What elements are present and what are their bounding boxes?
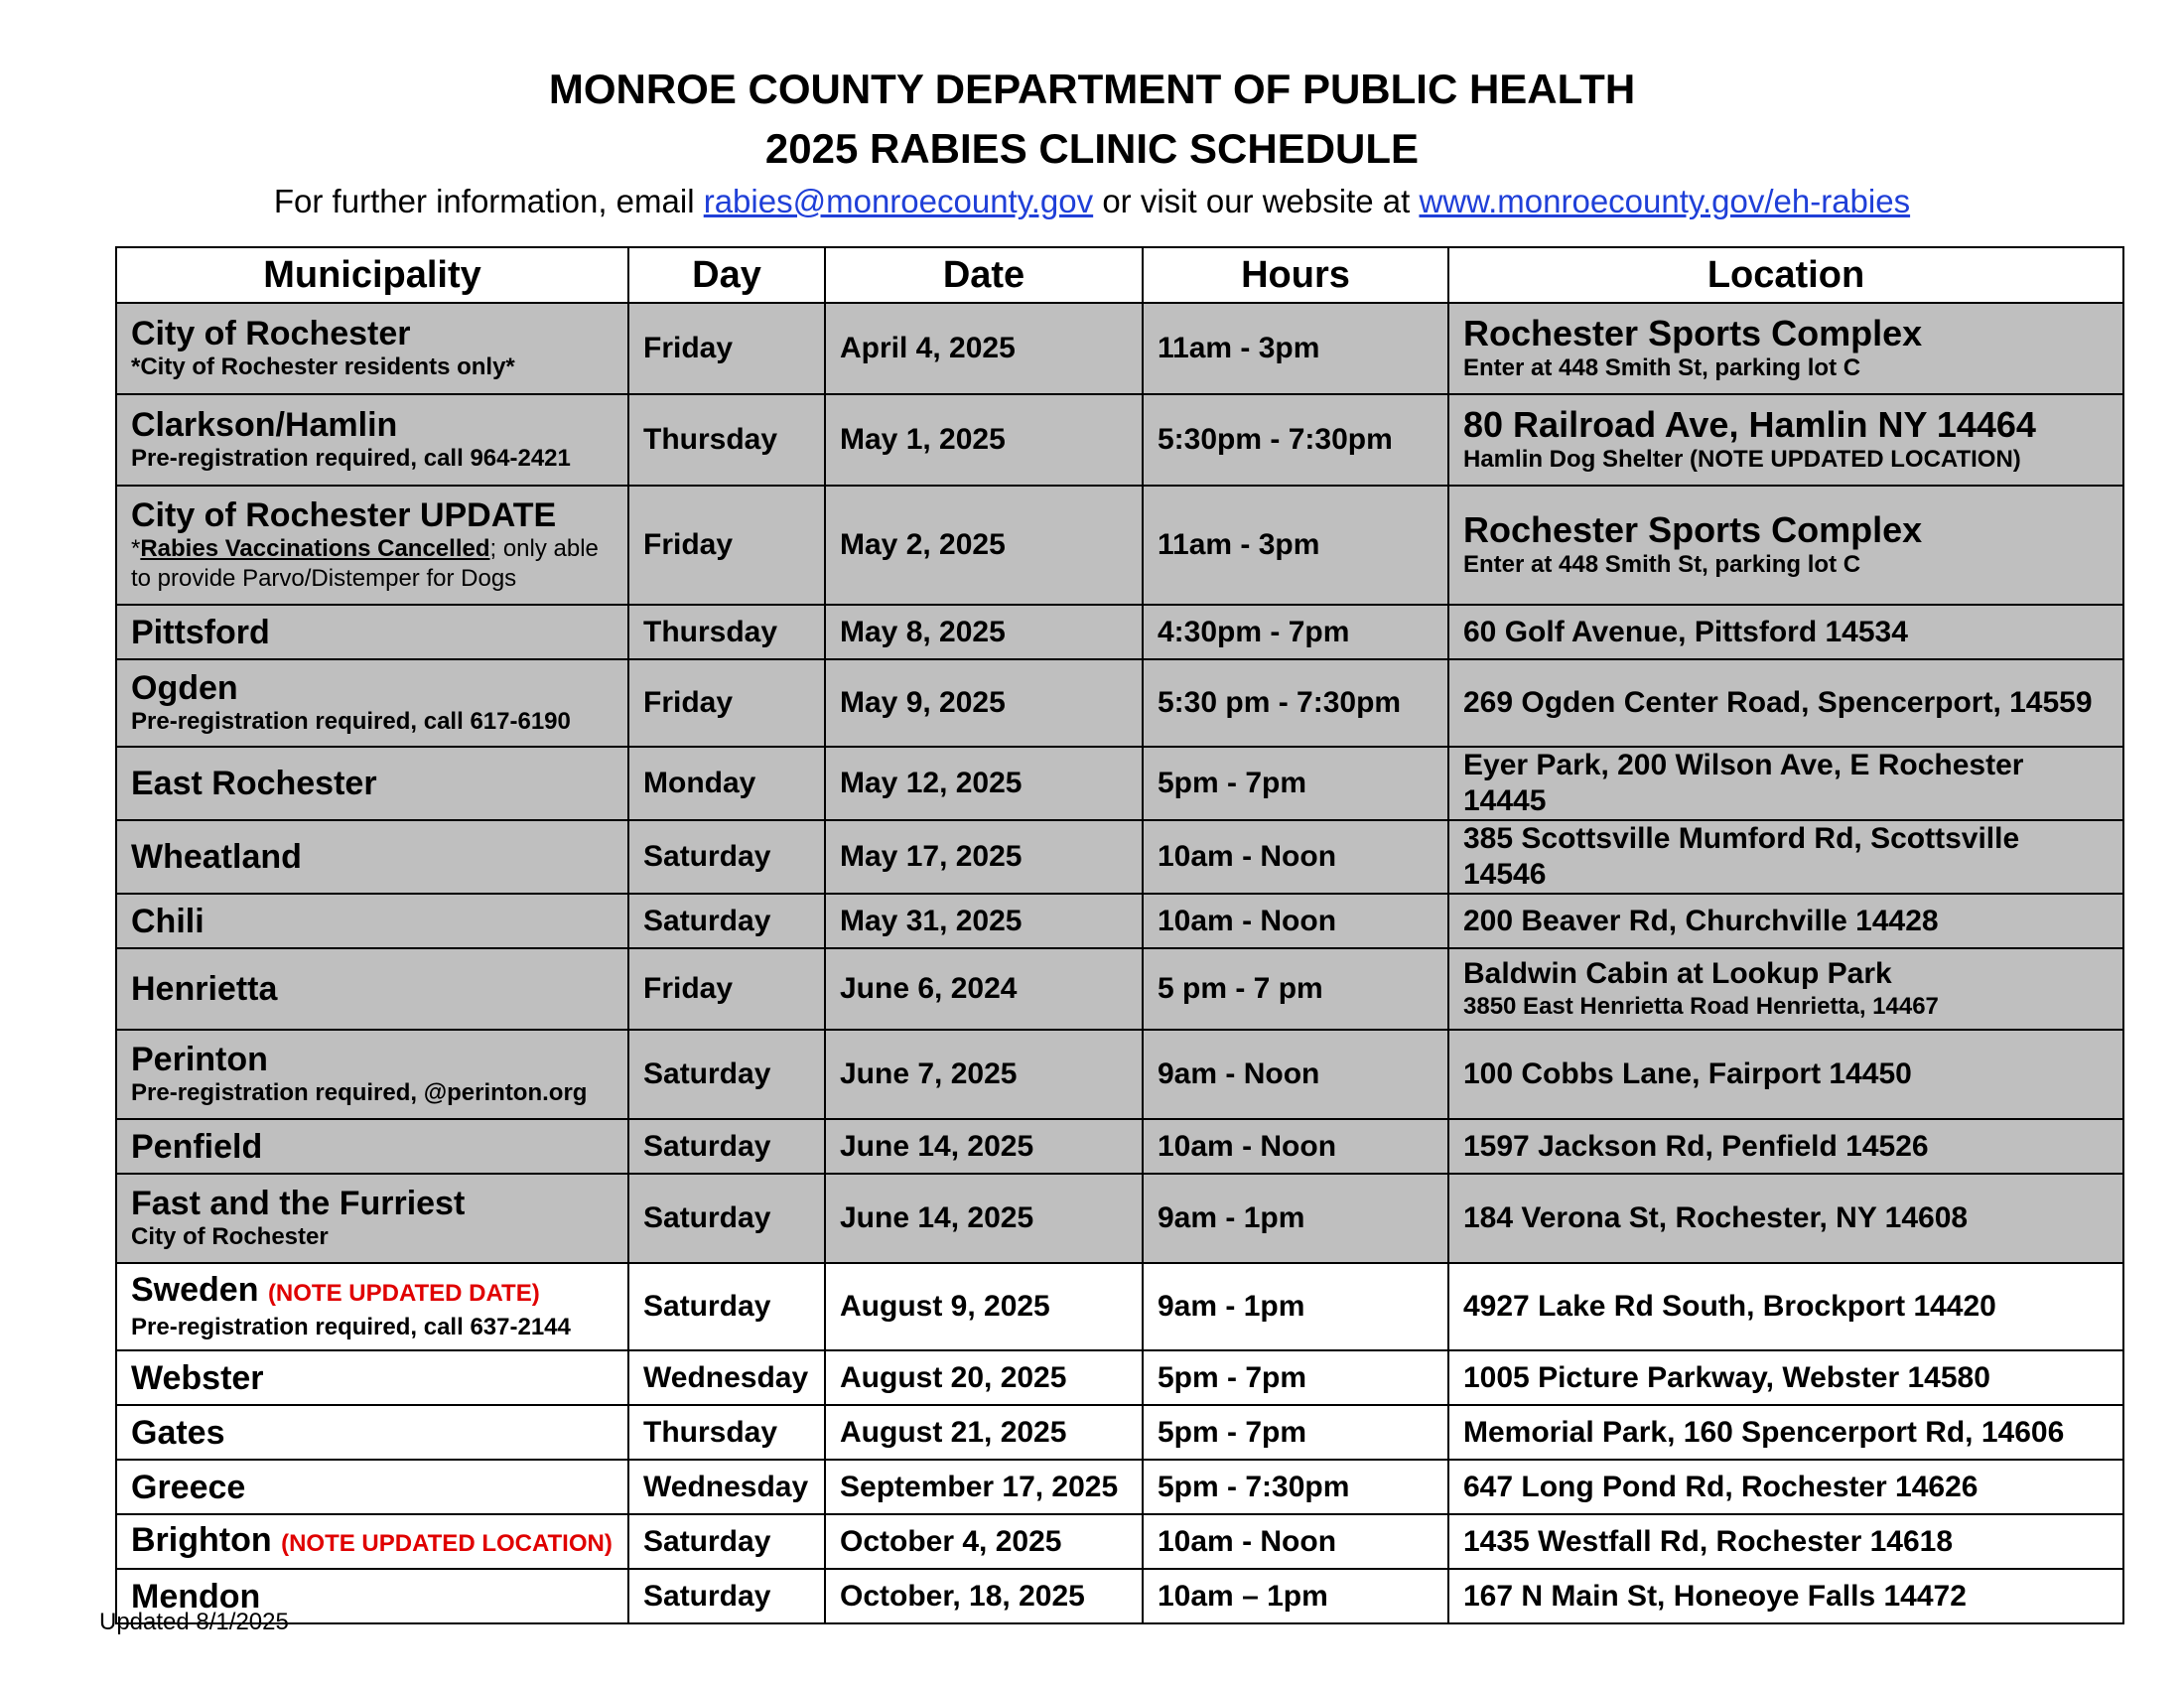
municipality-cell <box>116 394 628 486</box>
date-cell: May 2, 2025 <box>825 486 1143 605</box>
clinic-schedule-table <box>115 246 2124 1624</box>
location-name: 1005 Picture Parkway, Webster 14580 <box>1463 1360 1990 1394</box>
day-cell: Wednesday <box>628 1350 825 1405</box>
table-row <box>116 1569 2123 1623</box>
location-name: 269 Ogden Center Road, Spencerport, 14559 <box>1463 686 2093 719</box>
municipality-name: Greece <box>131 1468 246 1506</box>
table-row <box>116 486 2123 605</box>
page-title: MONROE COUNTY DEPARTMENT OF PUBLIC HEALTH <box>548 66 1636 112</box>
municipality-cell <box>116 1405 628 1460</box>
hours-cell: 9am - Noon <box>1143 1030 1448 1119</box>
municipality-cell <box>116 1514 628 1569</box>
date-cell: May 12, 2025 <box>825 747 1143 820</box>
hours-cell: 11am - 3pm <box>1143 486 1448 605</box>
location-cell <box>1448 1263 2123 1350</box>
day-cell: Saturday <box>628 820 825 894</box>
header-municipality: Municipality <box>116 247 628 303</box>
day-cell: Saturday <box>628 1119 825 1174</box>
municipality-name: Fast and the Furriest <box>131 1185 466 1222</box>
date-cell: May 17, 2025 <box>825 820 1143 894</box>
municipality-cell <box>116 747 628 820</box>
table-row <box>116 394 2123 486</box>
hours-cell: 10am – 1pm <box>1143 1569 1448 1623</box>
hours-cell: 4:30pm - 7pm <box>1143 605 1448 659</box>
municipality-note: *City of Rochester residents only* <box>131 353 515 380</box>
table-row <box>116 1405 2123 1460</box>
table-row <box>116 1514 2123 1569</box>
day-cell: Wednesday <box>628 1460 825 1514</box>
day-cell: Saturday <box>628 1569 825 1623</box>
municipality-name-line <box>131 1271 614 1313</box>
date-cell: May 8, 2025 <box>825 605 1143 659</box>
municipality-name: City of Rochester <box>131 315 411 352</box>
info-prefix: For further information, email <box>273 183 704 219</box>
location-name: 200 Beaver Rd, Churchville 14428 <box>1463 904 1939 937</box>
update-note: (NOTE UPDATED DATE) <box>267 1280 540 1307</box>
hours-cell: 5pm - 7:30pm <box>1143 1460 1448 1514</box>
day-cell: Saturday <box>628 1174 825 1263</box>
location-cell <box>1448 1174 2123 1263</box>
municipality-name: Pittsford <box>131 613 270 651</box>
location-name: Memorial Park, 160 Spencerport Rd, 14606 <box>1463 1415 2065 1449</box>
table-row <box>116 948 2123 1030</box>
municipality-note: Pre-registration required, @perinton.org <box>131 1079 588 1106</box>
table-row <box>116 820 2123 894</box>
date-cell: June 7, 2025 <box>825 1030 1143 1119</box>
location-name: 167 N Main St, Honeoye Falls 14472 <box>1463 1579 1967 1613</box>
note-remainder: ; only able to provide Parvo/Distemper for Dogs <box>131 535 599 592</box>
municipality-name: Gates <box>131 1413 225 1452</box>
table-row <box>116 747 2123 820</box>
hours-cell: 10am - Noon <box>1143 820 1448 894</box>
hours-cell: 10am - Noon <box>1143 1119 1448 1174</box>
date-cell: June 6, 2024 <box>825 948 1143 1030</box>
municipality-cell <box>116 820 628 894</box>
location-cell <box>1448 1119 2123 1174</box>
location-cell <box>1448 948 2123 1030</box>
day-cell: Saturday <box>628 1514 825 1569</box>
municipality-cell <box>116 303 628 394</box>
location-cell <box>1448 1569 2123 1623</box>
day-cell: Thursday <box>628 1405 825 1460</box>
location-cell <box>1448 303 2123 394</box>
municipality-note: Pre-registration required, call 637-2144 <box>131 1314 571 1340</box>
municipality-note: Pre-registration required, call 964-2421 <box>131 445 571 472</box>
location-cell <box>1448 394 2123 486</box>
location-detail: Hamlin Dog Shelter (NOTE UPDATED LOCATION) <box>1463 446 2021 473</box>
municipality-cell <box>116 1263 628 1350</box>
hours-cell: 9am - 1pm <box>1143 1174 1448 1263</box>
municipality-name: Henrietta <box>131 970 278 1008</box>
location-cell <box>1448 1460 2123 1514</box>
table-row <box>116 1460 2123 1514</box>
location-detail: 3850 East Henrietta Road Henrietta, 14467 <box>1463 993 1939 1020</box>
date-cell: October, 18, 2025 <box>825 1569 1143 1623</box>
day-cell: Thursday <box>628 605 825 659</box>
municipality-name: East Rochester <box>131 765 377 802</box>
municipality-cell <box>116 659 628 747</box>
page-subtitle: 2025 RABIES CLINIC SCHEDULE <box>764 125 1420 172</box>
hours-cell: 11am - 3pm <box>1143 303 1448 394</box>
municipality-name: Brighton <box>131 1520 272 1559</box>
location-name: Baldwin Cabin at Lookup Park <box>1463 957 1892 990</box>
date-cell: August 20, 2025 <box>825 1350 1143 1405</box>
municipality-note: City of Rochester <box>131 1223 329 1250</box>
table-row <box>116 1030 2123 1119</box>
municipality-cell <box>116 1174 628 1263</box>
location-cell <box>1448 659 2123 747</box>
day-cell: Friday <box>628 659 825 747</box>
day-cell: Saturday <box>628 1263 825 1350</box>
municipality-name: Perinton <box>131 1041 268 1078</box>
date-cell: May 1, 2025 <box>825 394 1143 486</box>
municipality-cell <box>116 1030 628 1119</box>
location-cell <box>1448 486 2123 605</box>
email-link[interactable]: rabies@monroecounty.gov <box>703 183 1094 219</box>
location-cell <box>1448 1030 2123 1119</box>
update-note: (NOTE UPDATED LOCATION) <box>281 1529 613 1557</box>
table-row <box>116 1174 2123 1263</box>
day-cell: Thursday <box>628 394 825 486</box>
location-name: 647 Long Pond Rd, Rochester 14626 <box>1463 1470 1979 1503</box>
header-date: Date <box>825 247 1143 303</box>
hours-cell: 5:30pm - 7:30pm <box>1143 394 1448 486</box>
table-row <box>116 303 2123 394</box>
date-cell: September 17, 2025 <box>825 1460 1143 1514</box>
municipality-cell <box>116 605 628 659</box>
date-cell: May 9, 2025 <box>825 659 1143 747</box>
table-row <box>116 1263 2123 1350</box>
location-name: 1597 Jackson Rd, Penfield 14526 <box>1463 1129 1929 1163</box>
date-cell: April 4, 2025 <box>825 303 1143 394</box>
location-name: Eyer Park, 200 Wilson Ave, E Rochester 14445 <box>1463 749 2024 817</box>
location-name: 184 Verona St, Rochester, NY 14608 <box>1463 1201 1969 1234</box>
date-cell: October 4, 2025 <box>825 1514 1143 1569</box>
municipality-cell <box>116 948 628 1030</box>
municipality-cell <box>116 1350 628 1405</box>
hours-cell: 10am - Noon <box>1143 1514 1448 1569</box>
location-name: 1435 Westfall Rd, Rochester 14618 <box>1463 1524 1954 1558</box>
location-name: 60 Golf Avenue, Pittsford 14534 <box>1463 615 1908 648</box>
table-header-row <box>116 247 2123 303</box>
location-cell <box>1448 820 2123 894</box>
location-name: Rochester Sports Complex <box>1463 509 1923 550</box>
municipality-note <box>131 534 614 594</box>
hours-cell: 5 pm - 7 pm <box>1143 948 1448 1030</box>
table-row <box>116 1350 2123 1405</box>
table-row <box>116 605 2123 659</box>
cancelled-notice: Rabies Vaccinations Cancelled <box>140 535 490 562</box>
location-cell <box>1448 894 2123 948</box>
location-detail: Enter at 448 Smith St, parking lot C <box>1463 551 1861 578</box>
header-location: Location <box>1448 247 2123 303</box>
day-cell: Friday <box>628 303 825 394</box>
info-line <box>0 183 2184 220</box>
location-detail: Enter at 448 Smith St, parking lot C <box>1463 354 1861 381</box>
info-middle: or visit our website at <box>1093 183 1420 219</box>
table-row <box>116 659 2123 747</box>
municipality-note: Pre-registration required, call 617-6190 <box>131 708 571 735</box>
day-cell: Saturday <box>628 1030 825 1119</box>
municipality-name: Ogden <box>131 669 238 707</box>
municipality-name: Chili <box>131 902 205 940</box>
website-link[interactable]: www.monroecounty.gov/eh-rabies <box>1419 183 1911 219</box>
header-day: Day <box>628 247 825 303</box>
municipality-name: Penfield <box>131 1127 263 1166</box>
location-name: 100 Cobbs Lane, Fairport 14450 <box>1463 1057 1912 1090</box>
location-cell <box>1448 747 2123 820</box>
municipality-name: Webster <box>131 1358 264 1397</box>
hours-cell: 5pm - 7pm <box>1143 747 1448 820</box>
hours-cell: 5:30 pm - 7:30pm <box>1143 659 1448 747</box>
municipality-name-line <box>131 1521 614 1563</box>
location-cell <box>1448 1514 2123 1569</box>
municipality-name: Clarkson/Hamlin <box>131 406 398 444</box>
date-cell: June 14, 2025 <box>825 1174 1143 1263</box>
hours-cell: 10am - Noon <box>1143 894 1448 948</box>
day-cell: Monday <box>628 747 825 820</box>
location-name: 385 Scottsville Mumford Rd, Scottsville 14546 <box>1463 822 2020 891</box>
updated-date: Updated 8/1/2025 <box>99 1609 289 1635</box>
location-name: 4927 Lake Rd South, Brockport 14420 <box>1463 1290 1996 1323</box>
hours-cell: 5pm - 7pm <box>1143 1405 1448 1460</box>
municipality-name: Mendon <box>131 1577 261 1616</box>
date-cell: June 14, 2025 <box>825 1119 1143 1174</box>
municipality-cell <box>116 1119 628 1174</box>
municipality-name: Wheatland <box>131 838 302 876</box>
table-row <box>116 1119 2123 1174</box>
municipality-cell <box>116 1460 628 1514</box>
day-cell: Saturday <box>628 894 825 948</box>
municipality-name: City of Rochester UPDATE <box>131 496 557 534</box>
hours-cell: 5pm - 7pm <box>1143 1350 1448 1405</box>
date-cell: May 31, 2025 <box>825 894 1143 948</box>
header-hours: Hours <box>1143 247 1448 303</box>
location-name: Rochester Sports Complex <box>1463 313 1923 353</box>
location-name: 80 Railroad Ave, Hamlin NY 14464 <box>1463 404 2036 445</box>
day-cell: Friday <box>628 948 825 1030</box>
location-cell <box>1448 605 2123 659</box>
day-cell: Friday <box>628 486 825 605</box>
municipality-cell <box>116 486 628 605</box>
location-cell <box>1448 1405 2123 1460</box>
hours-cell: 9am - 1pm <box>1143 1263 1448 1350</box>
date-cell: August 21, 2025 <box>825 1405 1143 1460</box>
note-asterisk: * <box>131 535 141 562</box>
municipality-name: Sweden <box>131 1271 259 1309</box>
location-cell <box>1448 1350 2123 1405</box>
municipality-cell <box>116 894 628 948</box>
table-row <box>116 894 2123 948</box>
date-cell: August 9, 2025 <box>825 1263 1143 1350</box>
